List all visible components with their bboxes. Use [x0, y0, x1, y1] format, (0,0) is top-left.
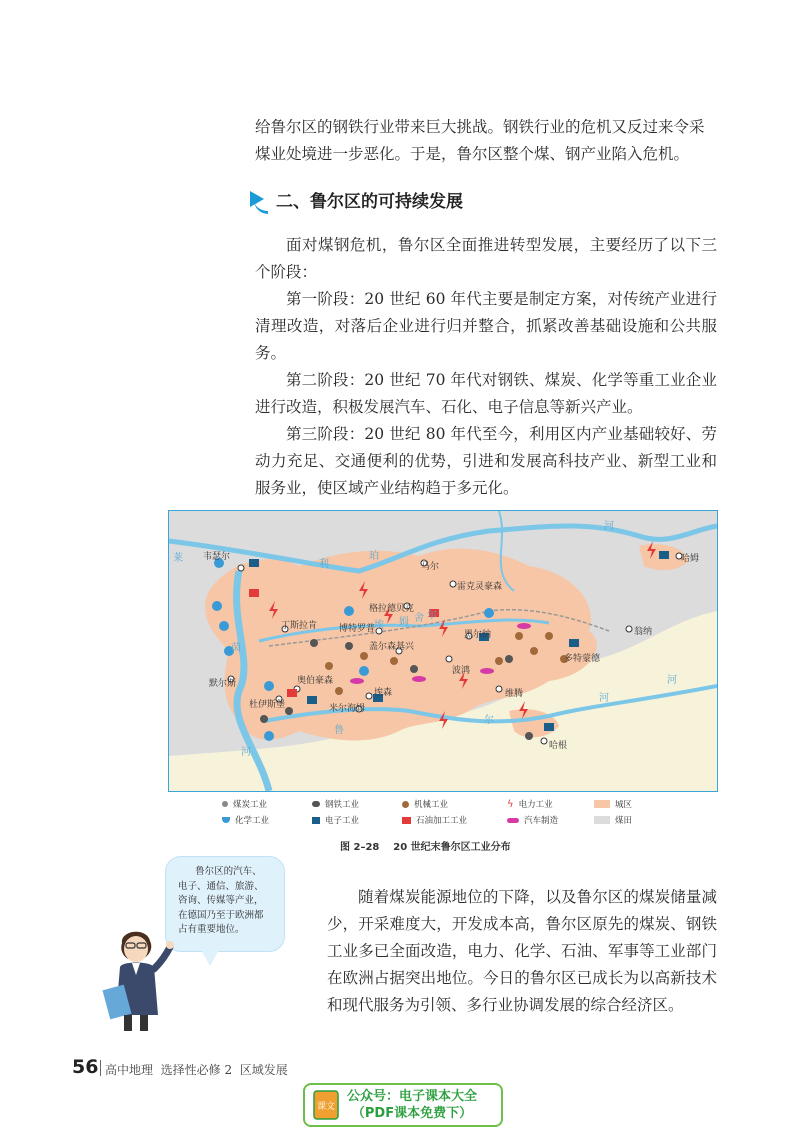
bubble-text: 占有重要地位。: [178, 924, 245, 935]
car-icon: [507, 818, 519, 823]
river-label: 茵: [231, 643, 241, 654]
city-label-bochum: 波鸿: [452, 666, 471, 676]
city-label-marl: 马尔: [421, 562, 440, 572]
legend-petro: 石油加工工业: [402, 814, 467, 826]
river-label: 河: [241, 747, 251, 758]
book-title: 高中地理 选择性必修 2 区域发展: [105, 1063, 288, 1077]
heading-swoosh-icon: [254, 189, 268, 214]
lightning-icon: ϟ: [507, 798, 514, 810]
paragraph-continued: [255, 114, 717, 168]
footer-divider: [100, 1060, 101, 1076]
bubble-text: 电子、通信、旅游、: [178, 880, 264, 892]
map-graphics: [169, 511, 717, 791]
legend-power: ϟ 电力工业: [507, 798, 553, 810]
chemical-icon: [222, 817, 230, 823]
legend-chemical: 化学工业: [222, 814, 269, 826]
section-title: 二、鲁尔区的可持续发展: [276, 191, 463, 212]
legend-steel: 钢铁工业: [312, 798, 359, 810]
section-heading: [250, 186, 463, 212]
river-label: 利: [319, 559, 329, 570]
map-legend: [222, 796, 692, 836]
figure-caption: 图 2–28 20 世纪末鲁尔区工业分布: [340, 842, 511, 853]
city-label-bottrop: 博特罗普: [339, 624, 376, 634]
legend-auto: 汽车制造: [507, 814, 558, 826]
city-label-witten: 维腾: [505, 689, 524, 699]
paragraph-conclusion: 随着煤炭能源地位的下降，以及鲁尔区的煤炭储量减少，开采难度大，开发成本高，鲁尔区原先的煤炭、钢铁工业多已全面改造，电力、化学、石油、军事等工业部门在欧洲占据突出地位。今日的鲁尔区已成长为以高新技术和现代服务为引领、多行业协调发展的综合经济区。: [327, 888, 717, 1014]
steel-icon: [312, 801, 320, 807]
city-label-moers: 默尔斯: [209, 679, 237, 689]
city-label-hamm: 哈姆: [681, 554, 700, 564]
legend-coal: 煤炭工业: [222, 798, 267, 810]
city-label-oberhausen: 奥伯豪森: [297, 676, 334, 686]
svg-text:课文: 课文: [316, 1102, 336, 1112]
watermark-text: 公众号：电子课本大全 （PDF课本免费下）: [347, 1089, 478, 1121]
bubble-text: 鲁尔区的汽车、: [195, 866, 262, 877]
text-line: 煤业处境进一步恶化。于是，鲁尔区整个煤、钢产业陷入危机。: [255, 145, 690, 163]
river-label: 莱: [173, 553, 183, 564]
river-label: 尔: [484, 715, 494, 726]
legend-machinery: 机械工业: [402, 798, 448, 810]
coalfield-swatch: [594, 816, 610, 824]
river-label: 鲁: [334, 725, 344, 736]
city-label-hagen: 哈根: [549, 741, 568, 751]
river-label: 姆: [399, 617, 409, 628]
gear-icon: [402, 801, 409, 808]
city-label-duisburg: 杜伊斯堡: [249, 700, 286, 710]
river-label: 河: [667, 675, 677, 686]
electronics-icon: [312, 817, 320, 824]
ruhr-industry-map: [168, 510, 718, 792]
city-label-dinslaken: 丁斯拉肯: [281, 621, 318, 631]
watermark-banner: [303, 1083, 503, 1127]
coal-icon: [222, 801, 228, 807]
urban-swatch: [594, 800, 610, 808]
city-label-gelsenkirchen: 盖尔森基兴: [369, 642, 415, 652]
river-label: 尔: [427, 610, 437, 621]
city-label-dortmund: 多特蒙德: [564, 654, 601, 664]
city-label-herne: 黑尔纳: [464, 630, 492, 640]
river-label: 埃: [374, 620, 384, 631]
city-label-mulheim: 米尔海姆: [329, 704, 366, 714]
refinery-icon: [402, 817, 411, 824]
bubble-tail: [200, 948, 220, 966]
page-number: 56: [72, 1056, 99, 1078]
legend-urban: 城区: [594, 798, 632, 810]
city-label-essen: 埃森: [374, 688, 393, 698]
paragraph-stage-two: 第二阶段：20 世纪 70 年代对钢铁、煤炭、化学等重工业企业进行改造，积极发展汽车、石化、电子信息等新兴产业。: [255, 371, 717, 416]
river-label: 舍: [414, 613, 424, 624]
legend-electronics: 电子工业: [312, 814, 359, 826]
bubble-text: 咨询、传媒等产业，: [178, 895, 264, 906]
legend-coalfield: 煤田: [594, 814, 632, 826]
book-logo-icon: [313, 1090, 339, 1120]
city-label-gladbeck: 格拉德贝克: [369, 604, 415, 614]
river-label: 河: [604, 521, 614, 532]
paragraph-stage-one: 第一阶段：20 世纪 60 年代主要是制定方案，对传统产业进行清理改造，对落后企业进行归并整合，抓紧改善基础设施和公共服务。: [255, 290, 717, 362]
city-label-reckling: 雷克灵豪森: [457, 582, 503, 592]
paragraph-stage-three: 第三阶段：20 世纪 80 年代至今，利用区内产业基础较好、劳动力充足、交通便利的优势，引进和发展高科技产业、新型工业和服务业，使区域产业结构趋于多元化。: [255, 425, 717, 497]
student-character-illustration: [92, 925, 182, 1035]
city-label-weizel: 韦瑟尔: [203, 552, 231, 562]
river-label: 河: [599, 693, 609, 704]
speech-bubble: [165, 856, 285, 952]
paragraph-intro: 面对煤钢危机，鲁尔区全面推进转型发展，主要经历了以下三个阶段：: [255, 236, 717, 281]
city-label-unna: 翁纳: [634, 627, 653, 637]
river-label: 珀: [369, 551, 379, 562]
bubble-text: 在德国乃至于欧洲都: [178, 909, 264, 921]
text-line: 给鲁尔区的钢铁行业带来巨大挑战。钢铁行业的危机又反过来令采: [255, 118, 705, 136]
